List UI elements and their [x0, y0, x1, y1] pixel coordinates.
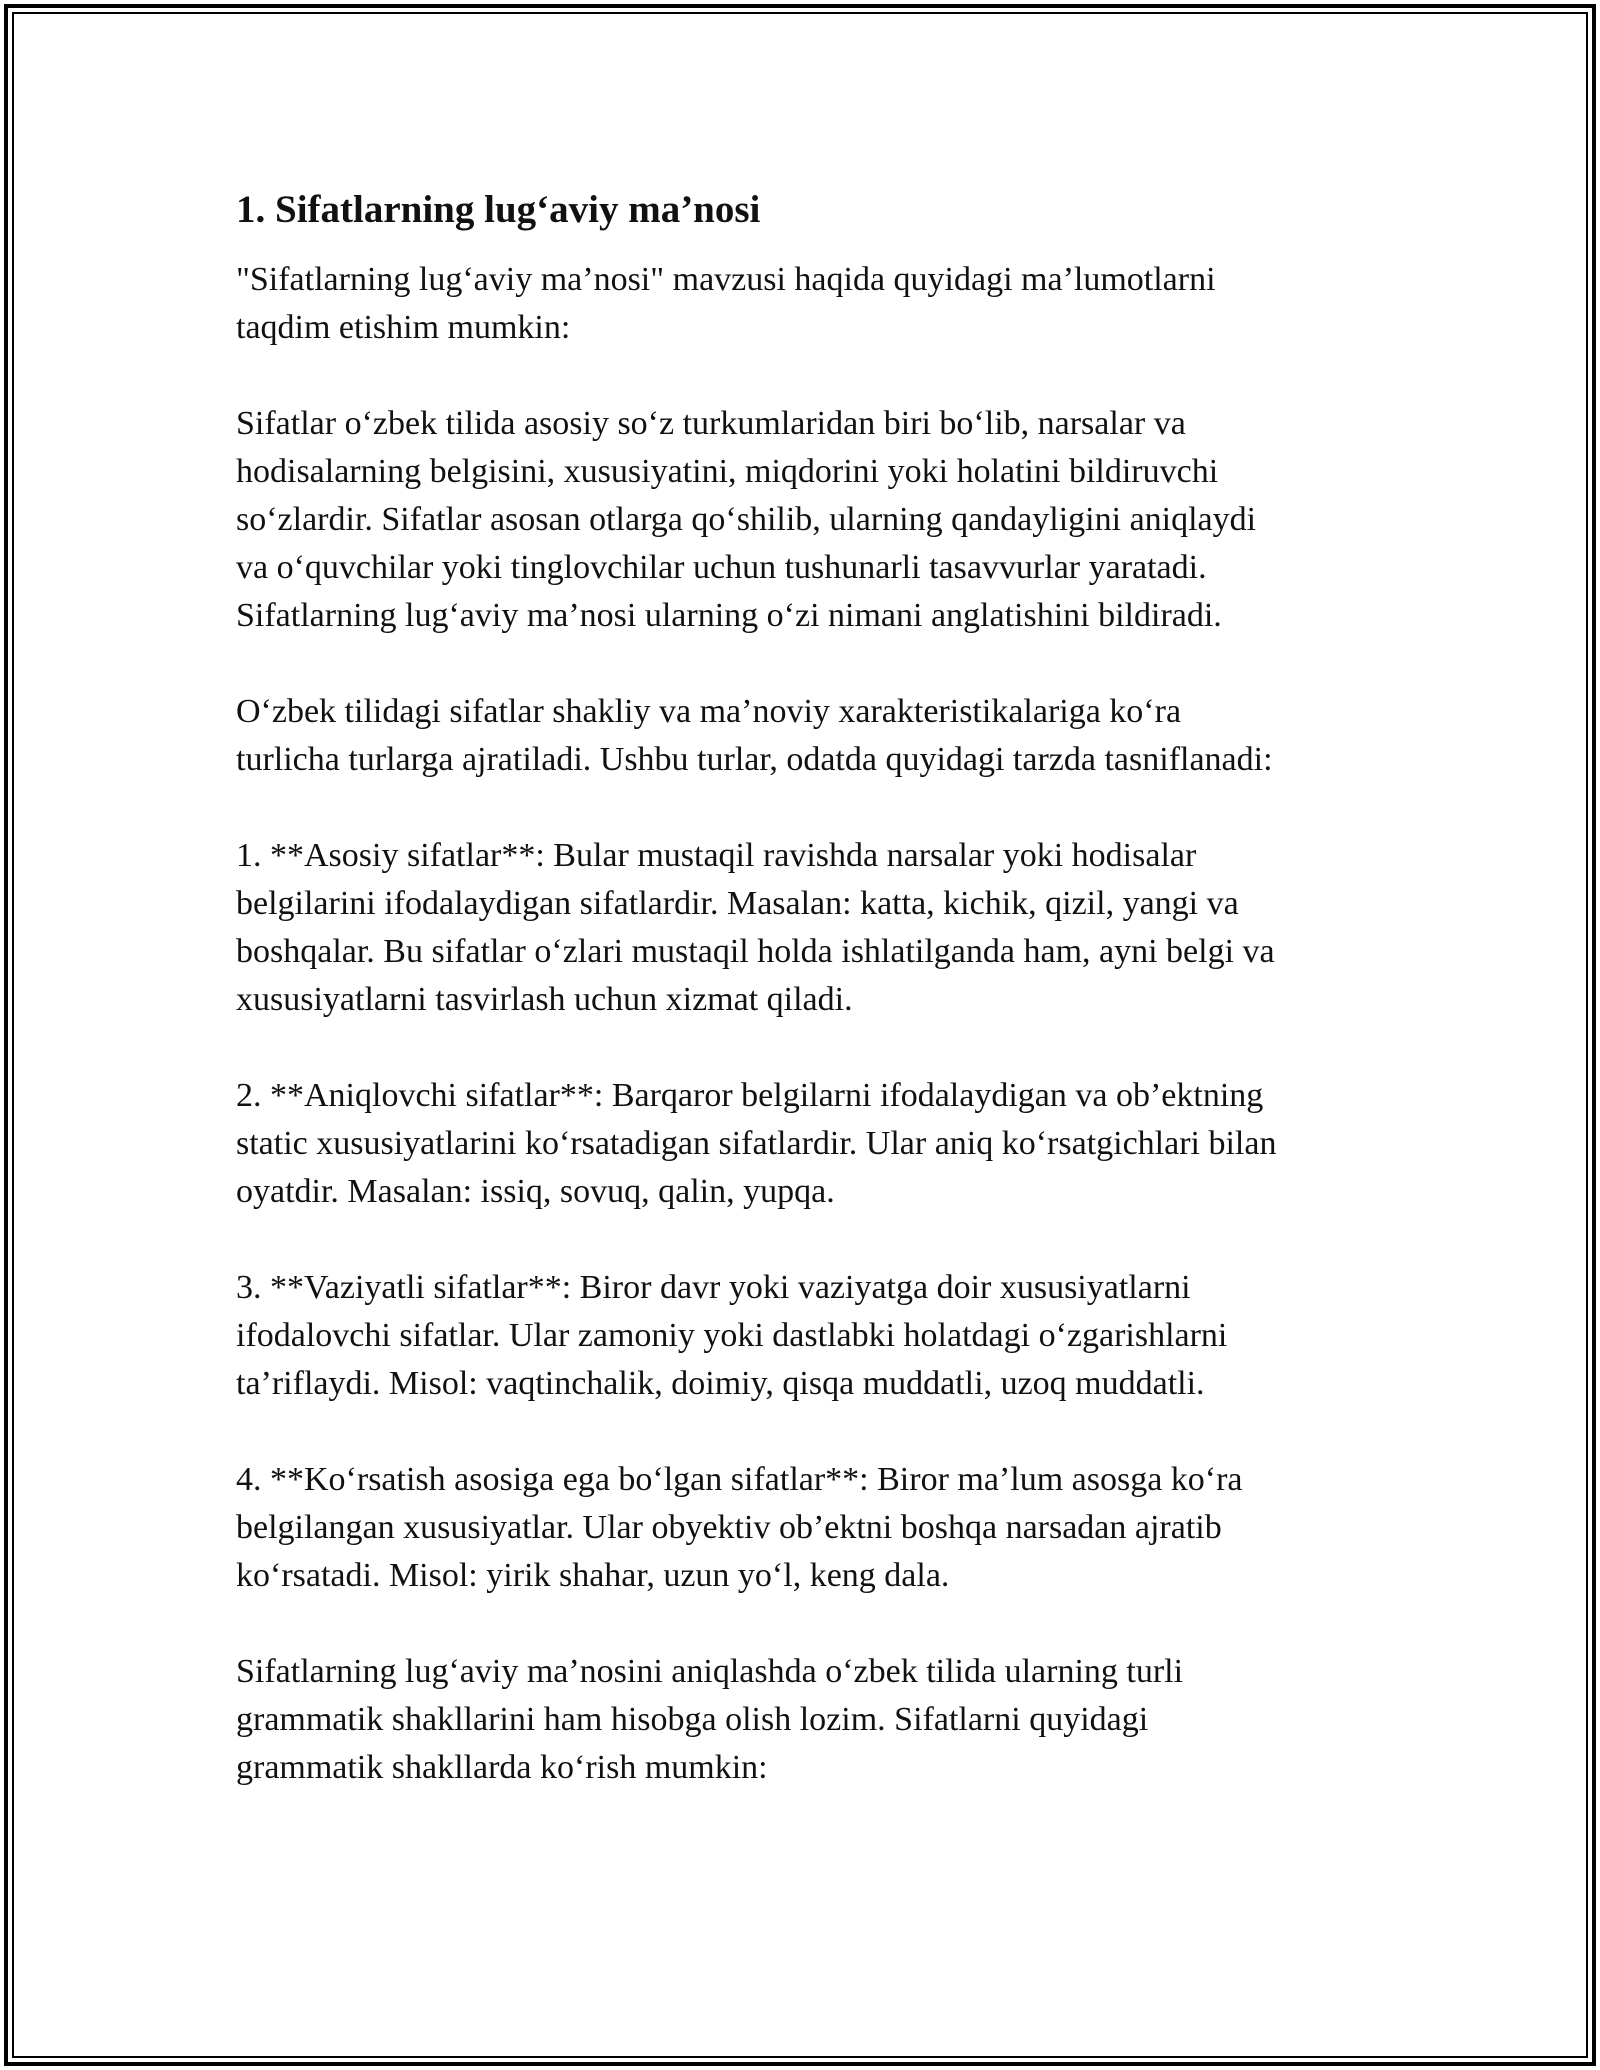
list-item-asosiy: 1. **Asosiy sifatlar**: Bular mustaqil ravishda narsalar yoki hodisalar belgilarini ifodalaydigan sifatlardir. Masalan: katta, kichik, qizil, yangi va boshqalar. Bu sifatlar o‘zlari mustaqil holda ishlatilganda ham, ayni belgi va xususiyatlarni tasvirlash uchun xizmat qiladi.	[236, 837, 1275, 1018]
document-body	[236, 186, 1376, 1840]
definition-paragraph: Sifatlar o‘zbek tilida asosiy so‘z turkumlaridan biri bo‘lib, narsalar va hodisalarning belgisini, xususiyatini, miqdorini yoki holatini bildiruvchi so‘zlardir. Sifatlar asosan otlarga qo‘shilib, ularning qandayligini aniqlaydi va o‘quvchilar yoki tinglovchilar uchun tushunarli tasavvurlar yaratadi. Sifatlarning lug‘aviy ma’nosi ularning o‘zi nimani anglatishini bildiradi.	[236, 405, 1257, 634]
classification-paragraph: O‘zbek tilidagi sifatlar shakliy va ma’noviy xarakteristikalariga ko‘ra turlicha turlarga ajratiladi. Ushbu turlar, odatda quyidagi tarzda tasniflanadi:	[236, 693, 1273, 778]
section-heading: 1. Sifatlarning lug‘aviy ma’nosi	[236, 188, 761, 231]
list-item-korsatish: 4. **Ko‘rsatish asosiga ega bo‘lgan sifatlar**: Biror ma’lum asosga ko‘ra belgilangan xususiyatlar. Ular obyektiv ob’ektni boshqa narsadan ajratib ko‘rsatadi. Misol: yirik shahar, uzun yo‘l, keng dala.	[236, 1461, 1243, 1594]
list-item-vaziyatli: 3. **Vaziyatli sifatlar**: Biror davr yoki vaziyatga doir xususiyatlarni ifodalovchi sifatlar. Ular zamoniy yoki dastlabki holatdagi o‘zgarishlarni ta’riflaydi. Misol: vaqtinchalik, doimiy, qisqa muddatli, uzoq muddatli.	[236, 1269, 1228, 1402]
grammar-paragraph: Sifatlarning lug‘aviy ma’nosini aniqlashda o‘zbek tilida ularning turli grammatik shakllarini ham hisobga olish lozim. Sifatlarni quyidagi grammatik shakllarda ko‘rish mumkin:	[236, 1653, 1184, 1786]
intro-paragraph: "Sifatlarning lug‘aviy ma’nosi" mavzusi haqida quyidagi ma’lumotlarni taqdim etishim mumkin:	[236, 261, 1216, 346]
list-item-aniqlovchi: 2. **Aniqlovchi sifatlar**: Barqaror belgilarni ifodalaydigan va ob’ektning static xususiyatlarini ko‘rsatadigan sifatlardir. Ular aniq ko‘rsatgichlari bilan oyatdir. Masalan: issiq, sovuq, qalin, yupqa.	[236, 1077, 1277, 1210]
